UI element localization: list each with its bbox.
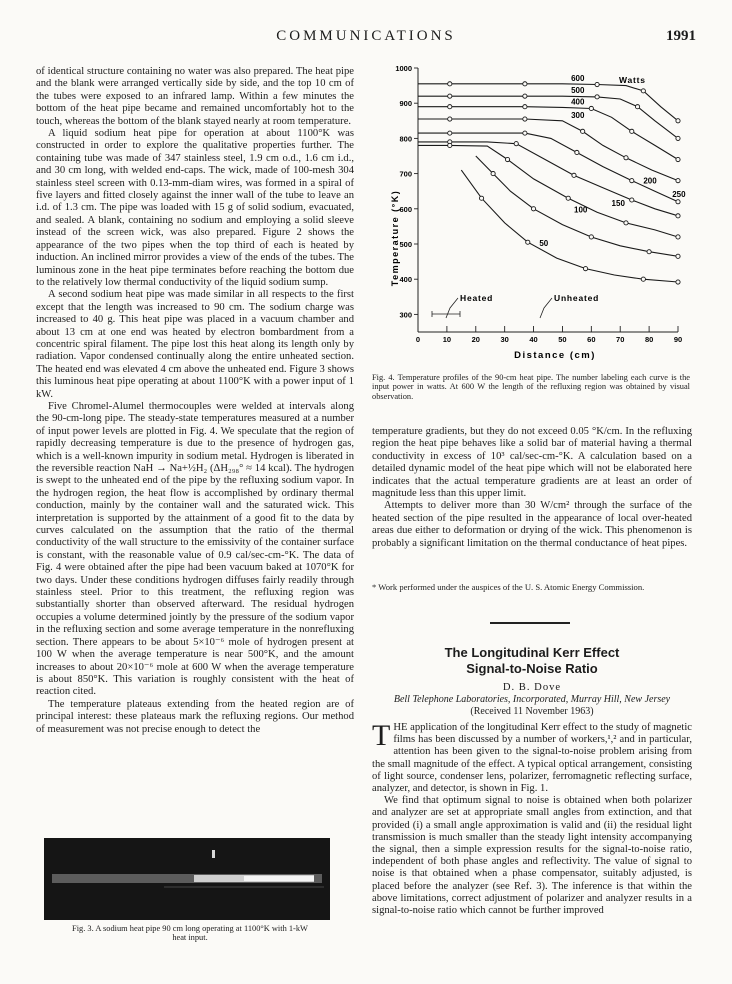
y-tick-label: 1000 [395,64,412,73]
figure-4-caption: Fig. 4. Temperature profiles of the 90-cm heat pipe. The number labeling each curve is the input power in watts. At 600 W the length of the refluxing region was obtained by visual observation. [372,373,690,401]
series-label-250: 250 [672,190,686,200]
x-tick-label: 40 [529,335,538,344]
paragraph: Five Chromel-Alumel thermocouples were welded at intervals along the 90-cm-long pipe. The steady-state temperatures measured at a number of input power levels are plotted in Fig. 4. We speculate that the region of rapidly decreasing temperature is due to the presence of hydrogen gas, which is a well-known impurity in sodium metal. Hydrogen is liberated in the reversible reaction NaH → Na+½H₂ (ΔH₂₉₈° ≈ 14 kcal). The hydrogen is swept to the unheated end of the pipe by the refluxing sodium vapor. In the hydrogen region, the heat flow is accomplished by ordinary thermal conduction, mainly by the container wall and the saturated wick. This interpretation is supported by the attainment of a good fit to the data by curves calculated on the assumption that the ratio of the thermal conductivity of the wall structure to the emissivity of the container surface is constant, with the reasonable value of 0.9 cal/sec-cm-°K. The data of Fig. 4 were obtained after the pipe had been vacuum baked at 1070°K for two days. Under these conditions hydrogen diffuses fairly readily through stainless steel. Prior to this treatment, the refluxing region was substantially shorter than observed afterward. The residual hydrogen occupies a volume determined jointly by the pressure of the sodium vapor in the refluxing section and some average temperature in the nonrefluxing section. There appears to be about 5×10⁻⁶ mole of hydrogen present at 100 W when the average temperature is near 500°K, and the amount increases to about 20×10⁻⁶ mole at 600 W when the average temperature is about 850°K. This variation is roughly consistent with the heat of reaction cited. [36,400,354,698]
data-point [448,94,452,98]
x-tick-label: 30 [500,335,509,344]
data-point [595,95,599,99]
figure-3-caption: Fig. 3. A sodium heat pipe 90 cm long operating at 1100°K with 1-kW heat input. [72,924,308,943]
series-label-200: 200 [643,176,657,186]
data-point [589,235,593,239]
data-point [479,196,483,200]
data-point [523,82,527,86]
paragraph: temperature gradients, but they do not exceed 0.05 °K/cm. In the refluxing region the heat pipe behaves like a solid bar of material having a thermal conductivity in excess of 10³ cal/sec-cm-°K. A calculation based on a detailed dynamic model of the heat pipe which will not be elaborated here indicates that the actual temperature gradients are at least an order of magnitude less than this upper limit. [372,426,692,500]
data-point [491,172,495,176]
paragraph [372,719,692,795]
data-point [448,105,452,109]
x-tick-label: 50 [558,335,567,344]
temperature-profile-chart [372,60,692,360]
drop-cap: T [372,719,391,752]
heat-pipe-photo-image [44,838,330,920]
y-tick-label: 500 [399,240,412,249]
data-point [566,196,570,200]
figure-3-photo [44,838,330,920]
affiliation: Bell Telephone Laboratories, Incorporated, Murray Hill, New Jersey [393,694,671,705]
data-point [624,156,628,160]
paragraph: A liquid sodium heat pipe for operation at about 1100°K was constructed in order to explore the qualitative properties further. The containing tube was made of 347 stainless steel, 1.9 cm o.d., 1.6 cm i.d., and 30 cm long, with welded end-caps. The wick, made of 100-mesh 304 stainless steel screen with 0.13-mm-diam wires, was formed in a spiral of five layers and fitted closely against the inner wall of the tube to leave an i.d. of 1.3 cm. The pipe was loaded with 15 g of solid sodium, evacuated, and sealed. A blank, containing no sodium and employing a solid sleeve instead of the screen wick, was also prepared. Figure 2 shows the appearance of the two pipes when the top third of each is heated by induction. An inclined mirror provides a view of the ends of the tubes. The luminous zone in the heat pipe terminates before reaching the bottom due to the relatively low thermal conductivity of the liquid sodium sump. [36,128,354,288]
data-point [624,221,628,225]
data-point [595,82,599,86]
article-body [372,719,692,917]
series-line-150 [418,145,678,237]
y-tick-label: 600 [399,204,412,214]
figure-4-chart [372,60,692,390]
data-point [448,82,452,86]
data-point [641,89,645,93]
series-label-400: 400 [571,97,585,107]
data-point [630,179,634,183]
x-tick-label: 20 [471,335,480,344]
data-point [635,105,639,109]
x-tick-label: 60 [587,335,596,344]
data-point [676,235,680,239]
y-tick-label: 900 [399,99,412,109]
right-column-upper [372,426,692,550]
x-tick-label: 10 [442,335,452,344]
data-point [630,198,634,202]
series-label-100: 100 [574,205,588,215]
data-point [676,200,680,204]
article-title-line1: The Longitudinal Kerr Effect [444,645,620,660]
series-label-50: 50 [539,238,549,248]
series-line-300 [418,119,678,181]
data-point [589,106,593,110]
data-point [575,150,579,154]
unheated-annotation: Unheated [554,293,600,303]
series-line-200 [418,142,678,216]
heated-span-marker [432,311,460,317]
paragraph: We find that optimum signal to noise is obtained when both polarizer and analyzer are set at appropriate small angles from extinction, and that provided (i) a small angle approximation is valid and (ii) the residual light transmission is much smaller than the steady light intensity accompanying the signal, then a simple expression results for the signal-to-noise ratio, independent of both phase angles and reflectivity. The value of signal to noise is that obtained when a phase compensator, suitably adjusted, is placed before the analyzer (see Ref. 3). The inference is that within the above limitations, correct adjustment of polarizer and analyzer results in a signal-to-noise ratio which cannot be further improved [372,795,692,917]
footnote: * Work performed under the auspices of the U. S. Atomic Energy Commission. [372,582,645,592]
heated-pointer [446,298,458,318]
data-point [514,142,518,146]
data-point [676,157,680,161]
data-point [676,214,680,218]
data-point [448,143,452,147]
article-title-line2: Signal-to-Noise Ratio [466,661,598,676]
x-tick-label: 80 [644,335,654,344]
data-point [523,131,527,135]
paragraph-text: HE application of the longitudinal Kerr effect to the study of magnetic films has been discussed by a number of workers,¹,² and in particular, attention has been given to the signal-to-noise problem arising from the small magnitude of the effect. A typical optical arrangement, consisting of light source, condenser lens, polarizer, ferromagnetic reflecting surface, analyzer, and detector, is shown in Fig. 1. [372,722,692,795]
paragraph: of identical structure containing no water was also prepared. The heat pipe and the blank were arranged vertically side by side, and the top 10 cm of the tubes were exposed to an infrared lamp. Within a few minutes the bottom of the heat pipe became and remained uncomfortably hot to the touch, whereas the bottom of the blank stayed nearly at room temperature. [36,66,354,127]
x-tick-label: 70 [616,335,625,344]
received-date: (Received 11 November 1963) [470,706,594,717]
x-axis-label: Distance (cm) [514,350,596,360]
paragraph: Attempts to deliver more than 30 W/cm² through the surface of the heated section of the pipe resulted in the appearance of local over-heated areas due either to deformation or drying of the wick. This phenomenon is probably a significant limitation on the thermal conductance of heat pipes. [372,500,692,549]
data-point [523,94,527,98]
data-point [526,240,530,244]
series-line-250 [418,133,678,202]
data-point [583,267,587,271]
watts-annotation: Watts [619,75,646,85]
series-line-600 [418,84,678,121]
running-head [36,28,696,48]
data-point [531,207,535,211]
data-point [630,129,634,133]
series-label-150: 150 [611,198,625,208]
data-point [676,119,680,123]
data-point [676,179,680,183]
data-point [523,105,527,109]
data-point [641,277,645,281]
data-point [448,131,452,135]
left-column [36,66,354,736]
x-tick-label: 0 [415,335,421,344]
heated-annotation: Heated [460,293,494,303]
y-tick-label: 800 [399,134,412,144]
y-tick-label: 300 [399,310,412,320]
author: D. B. Dove [502,682,562,693]
series-label-600: 600 [571,73,585,83]
unheated-pointer [540,298,552,318]
data-point [523,117,527,121]
paragraph: The temperature plateaus extending from the heated region are of principal interest: these plateaus mark the refluxing regions. Our method of measurement was not precise enough to detect the [36,698,354,735]
data-point [572,173,576,177]
y-tick-label: 400 [399,275,412,285]
y-axis-label: Temperature (°K) [390,189,400,287]
data-point [676,136,680,140]
x-tick-label: 90 [673,335,683,344]
data-point [505,157,509,161]
data-point [676,254,680,258]
section-title: COMMUNICATIONS [276,28,456,44]
data-point [581,129,585,133]
data-point [676,280,680,284]
series-label-500: 500 [571,86,585,96]
data-point [647,250,651,254]
data-point [448,117,452,121]
article-title [372,645,692,677]
section-divider [490,622,570,624]
series-label-300: 300 [571,110,585,120]
paragraph: A second sodium heat pipe was made similar in all respects to the first except that the length was increased to 90 cm. The sodium charge was increased to 40 g. This heat pipe was placed in a vacuum chamber and about 13 cm at one end was heated by electron bombardment from a concentric spiral filament. The pipe lost this heat along its length only by radiation. Vapor condensed continually along the entire unheated section. The heated end was elevated 4 cm above the unheated end. Figure 3 shows this luminous heat pipe operating at about 1100°K with a power input of 1 kW. [36,289,354,400]
page-number: 1991 [666,28,696,44]
series-line-500 [418,96,678,138]
y-tick-label: 700 [399,169,412,179]
